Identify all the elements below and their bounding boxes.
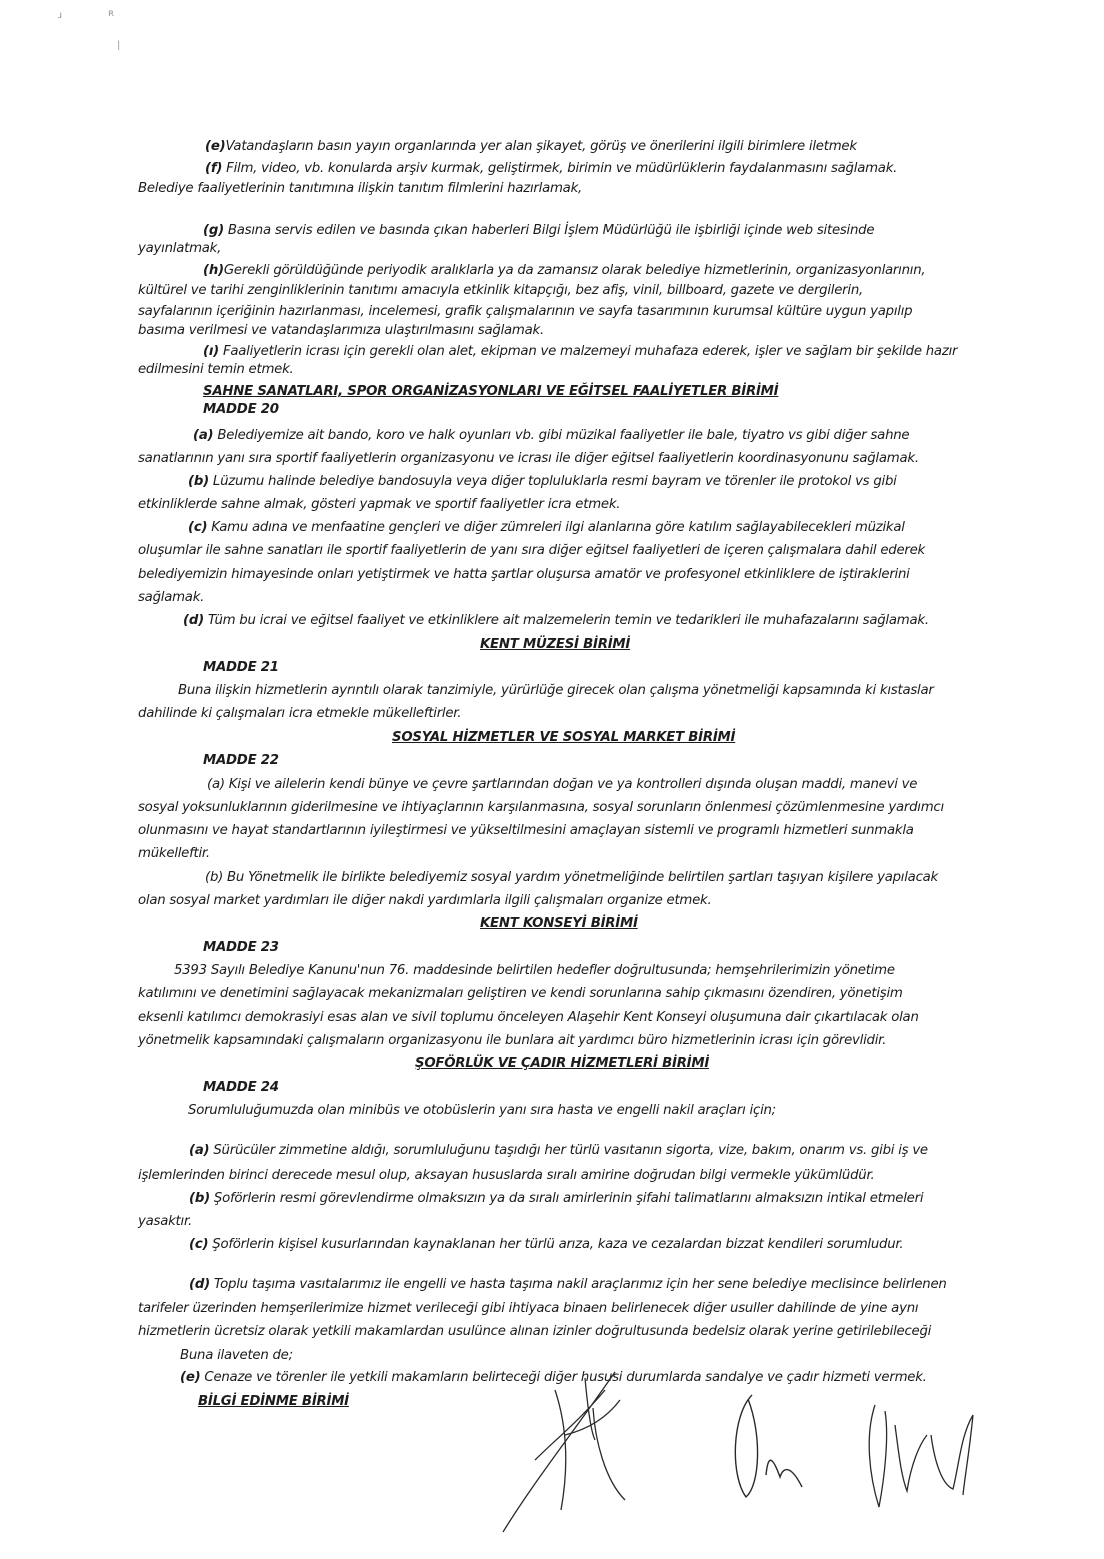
section-heading: KENT KONSEYİ BİRİMİ	[480, 916, 638, 931]
text-line: sağlamak.	[138, 590, 205, 605]
text-line: (c) Kamu adına ve menfaatine gençleri ve diğer zümreleri ilgi alanlarına göre katılım sağlayabilecekleri müzikal	[188, 520, 905, 535]
text-line: edilmesini temin etmek.	[138, 362, 294, 377]
text-line: (f) Film, video, vb. konularda arşiv kurmak, geliştirmek, birimin ve müdürlüklerin faydalanmasını sağlamak.	[205, 161, 898, 176]
text-line: yasaktır.	[138, 1214, 192, 1229]
text-line: (a) Sürücüler zimmetine aldığı, sorumluluğunu taşıdığı her türlü vasıtanın sigorta, vize, bakım, onarım vs. gibi iş ve	[189, 1143, 928, 1158]
text-line: dahilinde ki çalışmaları icra etmekle mükelleftirler.	[138, 706, 462, 721]
text-line: oluşumlar ile sahne sanatları ile sportif faaliyetlerin de yanı sıra diğer eğitsel faaliyetleri de içeren çalışmalara dahil ederek	[138, 543, 925, 558]
text-line: Buna ilişkin hizmetlerin ayrıntılı olarak tanzimiyle, yürürlüğe girecek olan çalışma yönetmeliği kapsamında ki kıstaslar	[178, 683, 934, 698]
text-line: (a) Belediyemize ait bando, koro ve halk oyunları vb. gibi müzikal faaliyetler ile bale, tiyatro vs gibi diğer sahne	[193, 428, 910, 443]
text-line: (a) Kişi ve ailelerin kendi bünye ve çevre şartlarından doğan ve ya kontrolleri dışında oluşan maddi, manevi ve	[207, 777, 918, 792]
scan-mark: |	[117, 40, 121, 51]
text-line: (c) Şoförlerin kişisel kusurlarından kaynaklanan her türlü arıza, kaza ve cezalardan bizzat kendileri sorumludur.	[189, 1237, 904, 1252]
article-heading: MADDE 21	[203, 660, 279, 675]
text-line: (ı) Faaliyetlerin icrası için gerekli olan alet, ekipman ve malzemeyi muhafaza ederek, işler ve sağlam bir şekilde hazır	[203, 344, 958, 359]
text-line: yönetmelik kapsamındaki çalışmaların organizasyonu ile bunlara ait yardımcı büro hizmetlerinin icrası için görevlidir.	[138, 1033, 887, 1048]
article-heading: MADDE 24	[203, 1080, 279, 1095]
section-heading: KENT MÜZESİ BİRİMİ	[480, 637, 631, 652]
text-line: (e) Cenaze ve törenler ile yetkili makamların belirteceği diğer hususi durumlarda sandalye ve çadır hizmeti vermek.	[180, 1370, 927, 1385]
text-line: sosyal yoksunluklarının giderilmesine ve ihtiyaçlarının karşılanmasına, sosyal sorunların önlenmesi çözümlenmesine yardımcı	[138, 800, 944, 815]
text-line: olunmasını ve hayat standartlarının iyileştirmesi ve yükseltilmesini amaçlayan sistemli ve programlı hizmetleri sunmakla	[138, 823, 914, 838]
scan-mark: ɹ	[58, 10, 63, 21]
text-line: Buna ilaveten de;	[180, 1348, 293, 1363]
text-line: hizmetlerin ücretsiz olarak yetkili makamlardan usulünce alınan izinler doğrultusunda bedelsiz olarak yerine getirilebileceği	[138, 1324, 932, 1339]
text-line: (h)Gerekli görüldüğünde periyodik aralıklarla ya da zamansız olarak belediye hizmetlerinin, organizasyonlarının,	[203, 263, 926, 278]
article-heading: MADDE 22	[203, 753, 279, 768]
section-heading: BİLGİ EDİNME BİRİMİ	[198, 1394, 349, 1409]
text-line: (b) Lüzumu halinde belediye bandosuyla veya diğer topluluklarla resmi bayram ve törenler ile protokol vs gibi	[188, 474, 897, 489]
text-line: sanatlarının yanı sıra sportif faaliyetlerin organizasyonu ve icrası ile diğer eğitsel faaliyetlerin koordinasyonunu sağlamak.	[138, 451, 919, 466]
text-line: işlemlerinden birinci derecede mesul olup, aksayan hususlarda sıralı amirine doğrudan bilgi vermekle yükümlüdür.	[138, 1168, 875, 1183]
signature	[722, 1385, 812, 1505]
text-line: kültürel ve tarihi zenginliklerinin tanıtımı amacıyla etkinlik kitapçığı, bez afiş, vinil, billboard, gazete ve dergilerin,	[138, 283, 863, 298]
text-line: sayfalarının içeriğinin hazırlanması, incelemesi, grafik çalışmalarının ve sayfa tasarımının kurumsal kültüre uygun yapılıp	[138, 304, 913, 319]
text-line: 5393 Sayılı Belediye Kanunu'nun 76. maddesinde belirtilen hedefler doğrultusunda; hemşehrilerimizin yönetime	[174, 963, 895, 978]
text-line: tarifeler üzerinden hemşerilerimize hizmet verileceği gibi ihtiyaca binaen belirlenecek diğer usuller dahilinde de yine aynı	[138, 1301, 919, 1316]
text-line: (d) Tüm bu icrai ve eğitsel faaliyet ve etkinliklere ait malzemelerin temin ve tedarikleri ile muhafazalarını sağlamak.	[183, 613, 929, 628]
text-line: eksenli katılımcı demokrasiyi esas alan ve sivil toplumu önceleyen Alaşehir Kent Konseyi oluşumuna dair çıkartılacak olan	[138, 1010, 919, 1025]
text-line: olan sosyal market yardımları ile diğer nakdi yardımlarla ilgili çalışmaları organize etmek.	[138, 893, 712, 908]
text-line: mükelleftir.	[138, 846, 210, 861]
text-line: (d) Toplu taşıma vasıtalarımız ile engelli ve hasta taşıma nakil araçlarımız için her sene belediye meclisince belirlenen	[189, 1277, 947, 1292]
text-line: (e)Vatandaşların basın yayın organlarında yer alan şikayet, görüş ve önerilerini ilgili birimlere iletmek	[205, 139, 857, 154]
article-heading: MADDE 20	[203, 402, 279, 417]
text-line: etkinliklerde sahne almak, gösteri yapmak ve sportif faaliyetler icra etmek.	[138, 497, 621, 512]
text-line: yayınlatmak,	[138, 241, 222, 256]
text-line: Sorumluluğumuzda olan minibüs ve otobüslerin yanı sıra hasta ve engelli nakil araçları için;	[188, 1103, 776, 1118]
scan-mark: ʀ	[108, 8, 115, 19]
text-line: belediyemizin himayesinde onları yetiştirmek ve hatta şartlar oluşursa amatör ve profesyonel etkinliklere de iştiraklerini	[138, 567, 910, 582]
text-line: (b) Bu Yönetmelik ile birlikte belediyemiz sosyal yardım yönetmeliğinde belirtilen şartları taşıyan kişilere yapılacak	[205, 870, 938, 885]
text-line: (b) Şoförlerin resmi görevlendirme olmaksızın ya da sıralı amirlerinin şifahi talimatlarını almaksızın intikal etmeleri	[189, 1191, 924, 1206]
text-line: katılımını ve denetimini sağlayacak mekanizmaları geliştiren ve kendi sorunlarına sahip çıkmasını özendiren, yönetişim	[138, 986, 903, 1001]
text-line: Belediye faaliyetlerinin tanıtımına ilişkin tanıtım filmlerini hazırlamak,	[138, 181, 582, 196]
text-line: basıma verilmesi ve vatandaşlarımıza ulaştırılmasını sağlamak.	[138, 323, 544, 338]
article-heading: MADDE 23	[203, 940, 279, 955]
section-heading: SOSYAL HİZMETLER VE SOSYAL MARKET BİRİMİ	[392, 730, 736, 745]
signature	[855, 1395, 985, 1515]
section-heading: SAHNE SANATLARI, SPOR ORGANİZASYONLARI VE EĞİTSEL FAALİYETLER BİRİMİ	[203, 384, 779, 399]
signature	[495, 1360, 645, 1540]
text-line: (g) Basına servis edilen ve basında çıkan haberleri Bilgi İşlem Müdürlüğü ile işbirliği içinde web sitesinde	[203, 223, 875, 238]
section-heading: ŞOFÖRLÜK VE ÇADIR HİZMETLERİ BİRİMİ	[415, 1056, 710, 1071]
